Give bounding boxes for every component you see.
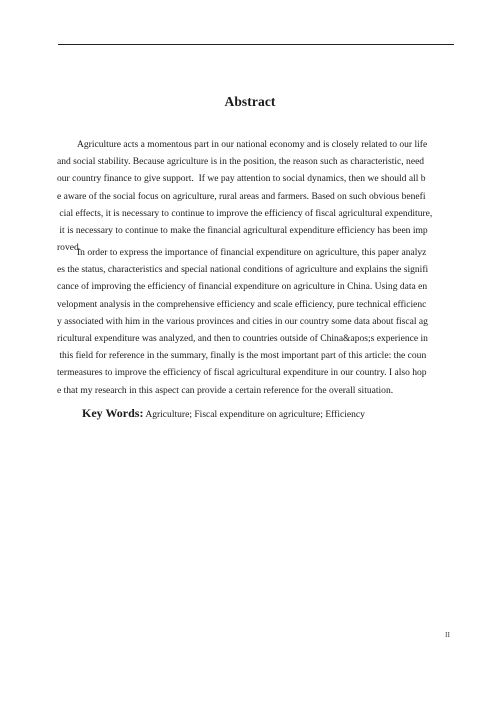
paragraph-line: cial effects, it is necessary to continue to improve the efficiency of fiscal agricultural expenditure, bbox=[57, 207, 433, 219]
paragraph-line: ricultural expenditure was analyzed, and then to countries outside of China&apos;s experience in bbox=[57, 332, 428, 344]
paragraph-line: our country finance to give support. If we pay attention to social dynamics, then we should all b bbox=[57, 173, 426, 185]
paragraph-line: termeasures to improve the efficiency of fiscal agricultural expenditure in our country. I also hop bbox=[57, 367, 427, 379]
abstract-paragraph-2 bbox=[57, 244, 457, 399]
paragraph-line: it is necessary to continue to make the financial agricultural expenditure efficiency has been imp bbox=[57, 224, 428, 236]
paragraph-line: In order to express the importance of financial expenditure on agriculture, this paper analyz bbox=[77, 247, 427, 258]
paragraph-line: Agriculture acts a momentous part in our national economy and is closely related to our life bbox=[77, 139, 428, 150]
paragraph-line: cance of improving the efficiency of financial expenditure on agriculture in China. Using data en bbox=[57, 281, 428, 293]
abstract-paragraph-1 bbox=[57, 136, 457, 256]
page-number: II bbox=[445, 630, 450, 639]
paragraph-line: this field for reference in the summary, finally is the most important part of this article: the coun bbox=[57, 350, 427, 362]
header-rule bbox=[58, 44, 454, 45]
keywords-label: Key Words: bbox=[82, 406, 144, 420]
paragraph-line: velopment analysis in the comprehensive efficiency and scale efficiency, pure technical efficienc bbox=[57, 298, 427, 310]
paragraph-line: and social stability. Because agriculture is in the position, the reason such as characteristic, need bbox=[57, 156, 425, 168]
paragraph-line: e aware of the social focus on agriculture, rural areas and farmers. Based on such obvious benefi bbox=[57, 190, 426, 202]
keywords-line bbox=[82, 403, 365, 425]
paragraph-line: y associated with him in the various provinces and cities in our country some data about fiscal ag bbox=[57, 315, 428, 327]
paragraph-line: e that my research in this aspect can provide a certain reference for the overall situation. bbox=[57, 384, 394, 396]
paragraph-line: es the status, characteristics and special national conditions of agriculture and explains the signifi bbox=[57, 264, 429, 276]
keywords-text: Agriculture; Fiscal expenditure on agriculture; Efficiency bbox=[143, 409, 365, 420]
abstract-title: Abstract bbox=[224, 94, 276, 109]
paragraph-line: roved. bbox=[57, 242, 82, 254]
